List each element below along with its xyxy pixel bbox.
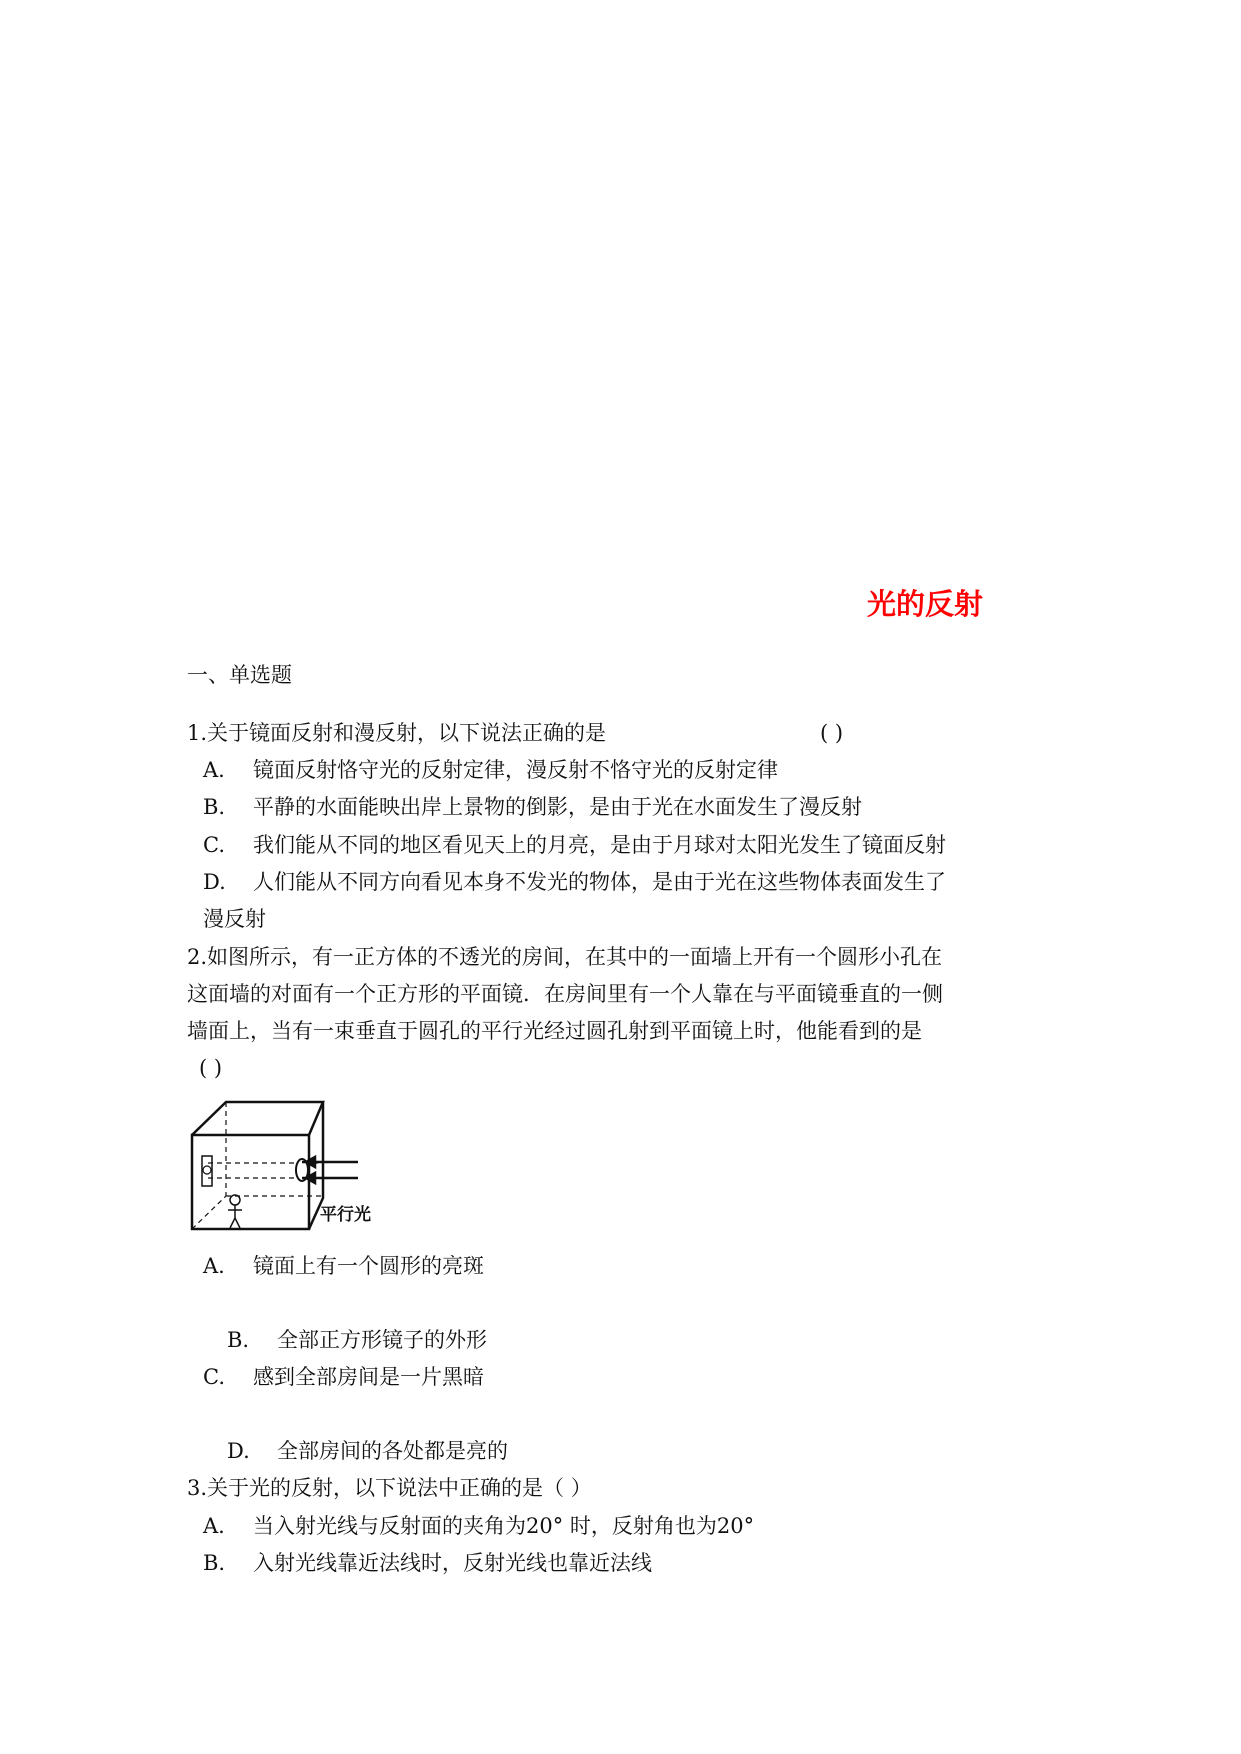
- option-text: 全部房间的各处都是亮的: [277, 1439, 508, 1463]
- option-letter: B.: [203, 1551, 226, 1575]
- question-1-option-c: [203, 830, 946, 860]
- option-letter: A.: [203, 1254, 225, 1278]
- question-1-option-d-continued: 漫反射: [203, 907, 266, 931]
- parallel-light-label: 平行光: [320, 1205, 371, 1225]
- option-letter: C.: [203, 833, 225, 857]
- question-2-option-d: [227, 1436, 508, 1466]
- option-text: 当入射光线与反射面的夹角为20° 时，反射角也为20°: [253, 1514, 755, 1538]
- cube-top-face: [192, 1102, 323, 1135]
- option-letter: C.: [203, 1365, 225, 1389]
- page-title: 光的反射: [867, 587, 984, 621]
- question-3-stem: 3.关于光的反射，以下说法中正确的是（ ）: [187, 1476, 592, 1500]
- option-text: 镜面上有一个圆形的亮斑: [253, 1254, 484, 1278]
- hidden-edge: [192, 1196, 226, 1229]
- option-letter: A.: [203, 1514, 225, 1538]
- bright-spot: [203, 1166, 211, 1174]
- person-figure: [228, 1195, 242, 1228]
- option-text: 镜面反射恪守光的反射定律，漫反射不恪守光的反射定律: [253, 758, 778, 782]
- cube-front-face: [192, 1135, 309, 1229]
- option-letter: D.: [203, 870, 226, 894]
- option-text: 人们能从不同方向看见本身不发光的物体，是由于光在这些物体表面发生了: [253, 870, 946, 894]
- room-diagram: [188, 1098, 398, 1233]
- option-text: 平静的水面能映出岸上景物的倒影，是由于光在水面发生了漫反射: [253, 795, 862, 819]
- option-letter: D.: [227, 1439, 250, 1463]
- question-1-stem: 1.关于镜面反射和漫反射，以下说法正确的是: [187, 721, 607, 745]
- question-1-option-d: [203, 867, 946, 897]
- question-2-option-c: [203, 1362, 484, 1392]
- option-text: 全部正方形镜子的外形: [277, 1328, 487, 1352]
- question-2-option-a: [203, 1251, 484, 1281]
- option-text: 感到全部房间是一片黑暗: [253, 1365, 484, 1389]
- question-2-stem-line-1: 2.如图所示，有一正方体的不透光的房间，在其中的一面墙上开有一个圆形小孔在: [187, 945, 943, 969]
- option-letter: A.: [203, 758, 225, 782]
- option-letter: B.: [203, 795, 226, 819]
- question-1-answer-paren: ( ): [820, 721, 844, 745]
- question-2-answer-paren: ( ): [199, 1056, 223, 1080]
- question-3-option-a: [203, 1511, 754, 1541]
- question-2-stem-line-2: 这面墙的对面有一个正方形的平面镜．在房间里有一个人靠在与平面镜垂直的一侧: [187, 982, 943, 1006]
- option-letter: B.: [227, 1328, 250, 1352]
- option-text: 入射光线靠近法线时，反射光线也靠近法线: [253, 1551, 652, 1575]
- option-text: 我们能从不同的地区看见天上的月亮，是由于月球对太阳光发生了镜面反射: [253, 833, 946, 857]
- question-1-option-a: [203, 755, 778, 785]
- question-2-stem-line-3: 墙面上，当有一束垂直于圆孔的平行光经过圆孔射到平面镜上时，他能看到的是: [187, 1019, 922, 1043]
- question-3-option-b: [203, 1548, 652, 1578]
- question-1-option-b: [203, 792, 862, 822]
- question-2-option-b: [227, 1325, 487, 1355]
- section-heading: 一、单选题: [187, 663, 292, 687]
